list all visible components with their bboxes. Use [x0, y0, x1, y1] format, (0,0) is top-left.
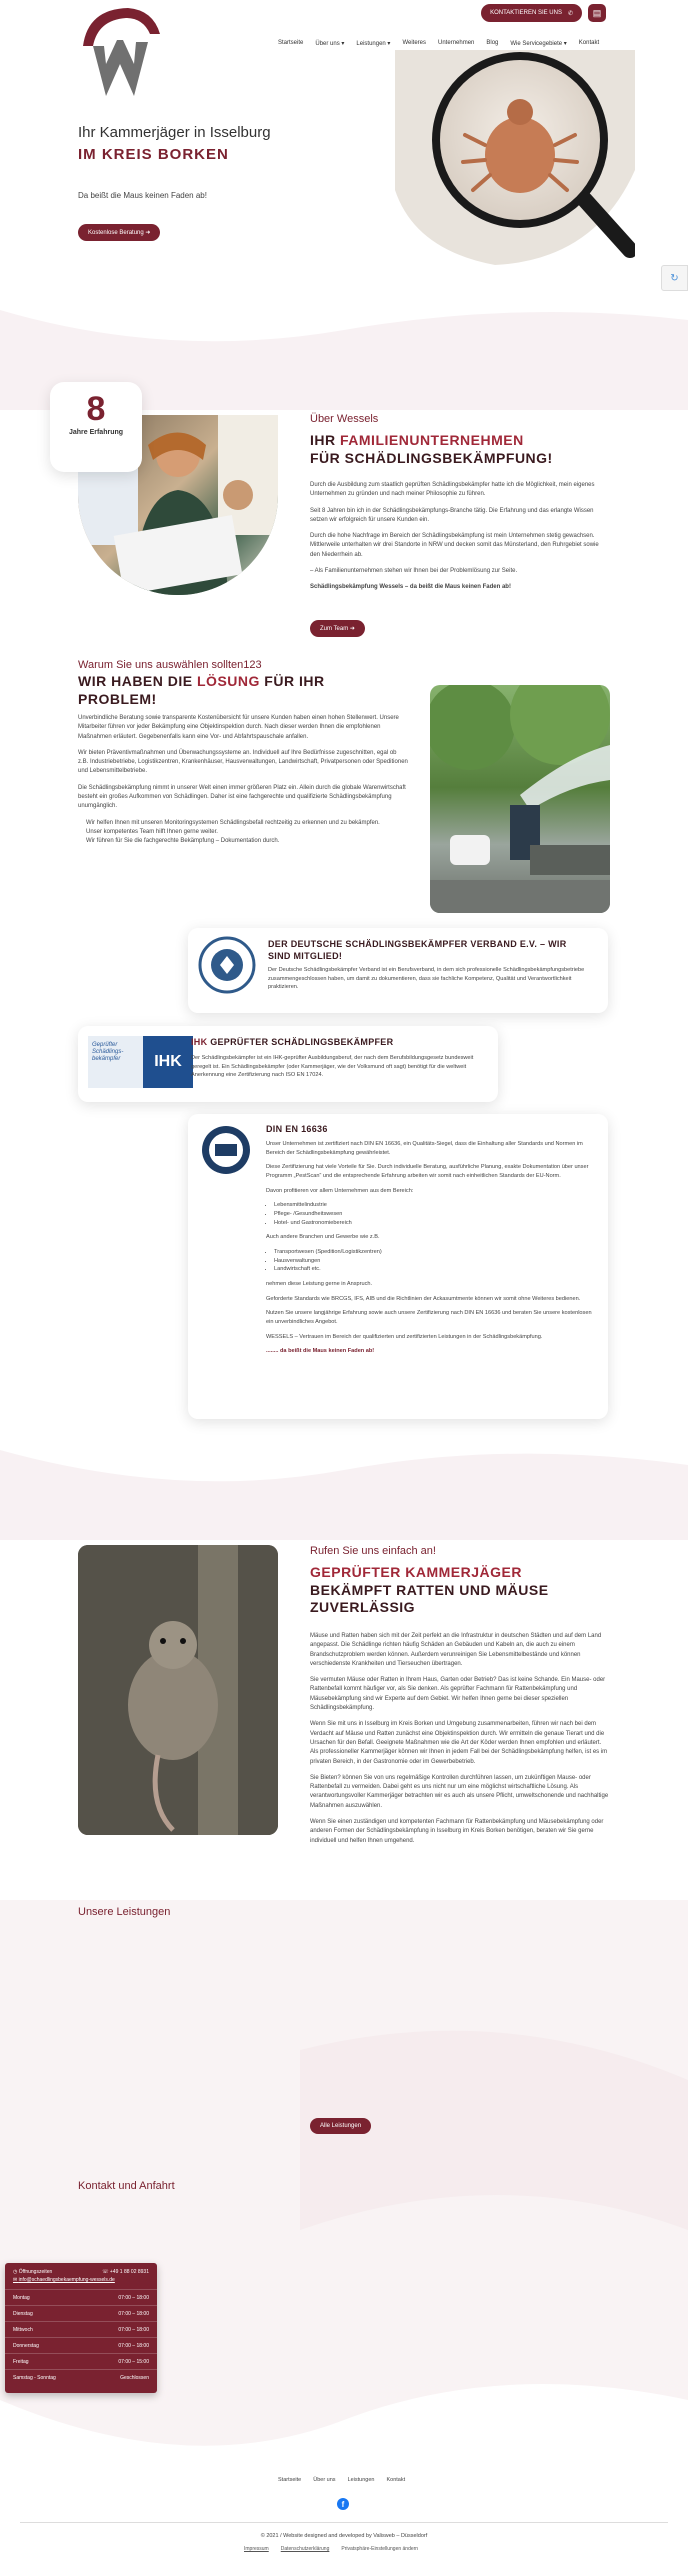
- dsv-text: Der Deutsche Schädlingsbekämpfer Verband ist ein Berufsverband, in dem sich professionelle Schädlingsbekämpfungsbetriebe zusammengeschlossen haben, um damit zu dokumentieren, dass sie fachliche Kompetenz, Qualität und Verantwortlichkeit praktizieren.: [268, 967, 585, 991]
- ihk-card: [78, 1026, 498, 1102]
- hours-time: Geschlossen: [120, 2374, 149, 2381]
- about-eyebrow: Über Wessels: [310, 413, 379, 425]
- din-paragraph: Auch andere Branchen und Gewerbe wie z.B.: [266, 1234, 380, 1241]
- legal-link-datenschutz[interactable]: Datenschutzerklärung: [280, 2546, 330, 2552]
- din-list: [266, 1201, 596, 1227]
- why-title: [78, 673, 378, 708]
- ihk-logo-text: Geprüfter Schädlings-bekämpfer: [88, 1036, 143, 1088]
- contact-label: KONTAKTIEREN SIE UNS: [490, 10, 562, 16]
- legal-links: [244, 2546, 418, 2552]
- hero-subtitle: Ihr Kammerjäger in Isselburg: [78, 124, 271, 141]
- rats-paragraph: Sie vermuten Mäuse oder Ratten in Ihrem Haus, Garten oder Betrieb? Das ist keine Schande. Ein Mause- oder Rattenbefall kommt häufiger vor, als Sie denken. Als geprüfter Fachmann für Rattenbekämpfung und Mäusebekämpfung sind wir Experte auf dem Gebiet. Wir helfen Ihnen gerne bei dieser speziellen Schädlingsbekämpfung.: [310, 1677, 606, 1712]
- hours-day: Montag: [13, 2294, 30, 2301]
- company-logo[interactable]: [78, 4, 163, 99]
- calendar-icon[interactable]: ▤: [588, 4, 606, 22]
- about-paragraph: Durch die Ausbildung zum staatlich geprüften Schädlingsbekämpfer hatte ich die Möglichkeit, mein eigenes Unternehmen zu gründen und nach meiner Philosophie zu führen.: [310, 482, 595, 498]
- din-paragraph: Davon profitieren vor allem Unternehmen aus dem Bereich:: [266, 1187, 414, 1194]
- din-paragraph: Nutzen Sie unsere langjährige Erfahrung sowie auch unsere Zertifizierung nach DIN EN 16636 und beraten Sie unsere kostenlosen ein unverbindliches Angebot.: [266, 1310, 592, 1325]
- rats-paragraph: Sie Bieten? können Sie von uns regelmäßige Kontrollen durchführen lassen, um zukünftigen Mause- oder Rattenbefall zu vermeiden. Dabei geht es uns nicht nur um eine möglichst wirtschaftliche Lösung. Als verantwortungsvoller Kammerjäger betrachten wir es auch als unsere Pflicht, umweltschonende und nachhaltige Maßnahmen auszuwählen.: [310, 1774, 609, 1809]
- hours-day: Mittwoch: [13, 2326, 33, 2333]
- din-certification-card: [188, 1114, 608, 1419]
- team-button[interactable]: Zum Team ➜: [310, 620, 365, 637]
- experience-badge: [50, 382, 142, 472]
- hours-row: [5, 2305, 157, 2321]
- hours-label: ◷ Öffnungszeiten: [13, 2269, 53, 2275]
- list-item: Unser kompetentes Team hilft Ihnen gerne weiter.: [86, 828, 218, 835]
- list-item: Wir führen für Sie die fachgerechte Bekämpfung – Dokumentation durch.: [86, 838, 280, 845]
- din-slogan: ........ da beißt die Maus keinen Faden ab!: [266, 1348, 375, 1355]
- din-paragraph: Geforderte Standards wie BRCGS, IFS, AIB und die Richtlinien der Ackasumtmente können wir somit ohne Weiteres bedienen.: [266, 1295, 581, 1302]
- nav-unternehmen[interactable]: Unternehmen: [438, 40, 475, 46]
- opening-hours-panel: [5, 2263, 157, 2393]
- nav-leistungen[interactable]: Leistungen ▾: [356, 41, 391, 47]
- ihk-title-pre: IHK: [191, 1037, 211, 1047]
- list-item: • Hotel- und Gastronomiebereich: [274, 1219, 596, 1228]
- hours-time: 07:00 – 18:00: [118, 2326, 149, 2333]
- list-item: • Transportwesen (Spedition/Logistikzentren): [274, 1248, 596, 1257]
- hours-time: 07:00 – 18:00: [118, 2342, 149, 2349]
- contact-title: Kontakt und Anfahrt: [78, 2180, 175, 2192]
- ihk-text: Der Schädlingsbekämpfer ist ein IHK-geprüfter Ausbildungsberuf, der nach dem Berufsbildungsgesetz bundesweit geregelt ist. Ein Schädlingsbekämpfer (oder Kammerjäger, wie der Volksmund oft sagt) benötigt für die weltweit Anerkennung eine Zertifizierung nach ISO EN 17024.: [191, 1055, 474, 1079]
- hours-time: 07:00 – 18:00: [118, 2294, 149, 2301]
- rats-paragraph: Wenn Sie mit uns in Isselburg im Kreis Borken und Umgebung zusammenarbeiten, führen wir nach bei dem Verdacht auf Mäuse und Ratten zunächst eine Objektinspektion durch. Wir ermitteln die genaue Tierart und die Ursachen für den Befall. Geeignete Maßnahmen wie die Art der Köder werden Ihnen empfohlen und erläutert. Als professioneller Kammerjäger können wir Ihnen in jedem Fall bei der Schädlingsbekämpfung helfen, ist es im privaten Bereich, in der Gastronomie oder im Gewerbebetrieb.: [310, 1721, 608, 1765]
- rats-paragraph: Mäuse und Ratten haben sich mit der Zeit perfekt an die Infrastruktur in deutschen Städten und auf dem Land angepasst. Die Schädlinge richten häufig Schäden an Gebäuden und Kabeln an, die auch zu einem Brandschutzproblem werden können. Außerdem verunreinigen Sie Lebensmittelbestände und können verschiedenste Krankheiten und Tierseuchen übertragen.: [310, 1633, 602, 1667]
- footer-divider: [20, 2522, 668, 2523]
- nav-servicegebiete[interactable]: Wie Servicegebiete ▾: [510, 41, 567, 47]
- recaptcha-badge-icon[interactable]: ↻: [661, 265, 688, 291]
- hours-row: [5, 2353, 157, 2369]
- footer-link-kontakt[interactable]: Kontakt: [386, 2477, 406, 2483]
- copyright: © 2021 / Website designed and developed by Valisweb – Düsseldorf: [260, 2533, 428, 2539]
- rats-title: [310, 1564, 610, 1617]
- hero-magnifier-image: [395, 50, 635, 265]
- hours-time: 07:00 – 15:00: [118, 2358, 149, 2365]
- hours-label-text: Öffnungszeiten: [18, 2269, 53, 2275]
- rats-paragraph: Wenn Sie einen zuständigen und kompetenten Fachmann für Rattenbekämpfung und Mäusebekämpfung oder anderen Formen der Schädlingsbekämpfung in Isselburg im Kreis Borken benötigen, beraten wir Sie gerne individuell und helfen Ihnen umgehend.: [310, 1819, 604, 1844]
- din-list: [266, 1248, 596, 1274]
- main-navigation: [278, 40, 599, 47]
- hours-row: [5, 2289, 157, 2305]
- list-item: Wir helfen Ihnen mit unseren Monitoringsystemen Schädlingsbefall rechtzeitig zu erkennen und zu bekämpfen.: [86, 819, 380, 826]
- experience-years: 8: [86, 390, 106, 428]
- hours-day: Samstag - Sonntag: [13, 2374, 56, 2381]
- hours-day: Donnerstag: [13, 2342, 39, 2349]
- hours-email[interactable]: ✉ info@schaedlingsbekaempfung-wessels.de: [13, 2277, 115, 2283]
- nav-kontakt[interactable]: Kontakt: [578, 40, 600, 46]
- about-text: [310, 481, 610, 600]
- rat-photo-illustration: [78, 1545, 278, 1835]
- nav-blog[interactable]: Blog: [486, 40, 499, 46]
- about-title-pre: IHR: [310, 432, 340, 448]
- hours-time: 07:00 – 18:00: [118, 2310, 149, 2317]
- about-paragraph: Durch die hohe Nachfrage im Bereich der Schädlingsbekämpfung ist mein Unternehmen stetig gewachsen. Mittlerweile unterhalten wir drei Standorte in NRW und decken somit das Münsterland, den Ruhrgebiet sowie den Niederrhein ab.: [310, 533, 599, 558]
- din-paragraph: Unser Unternehmen ist zertifiziert nach DIN EN 16636, ein Qualitäts-Siegel, dass die Einhaltung aller Standards und Normen im Bereich der Schädlingsbekämpfung gewährleistet.: [266, 1141, 583, 1156]
- ihk-logo-mark: IHK: [143, 1036, 193, 1088]
- services-title: Unsere Leistungen: [78, 1906, 171, 1918]
- hours-header: [5, 2263, 157, 2277]
- footer-link-leistungen[interactable]: Leistungen: [347, 2477, 375, 2483]
- din-title: DIN EN 16636: [266, 1124, 328, 1134]
- list-item: • Pflege- /Gesundheitswesen: [274, 1210, 596, 1219]
- rats-title-rest: BEKÄMPFT RATTEN UND MÄUSE ZUVERLÄSSIG: [310, 1581, 549, 1615]
- hours-day: Freitag: [13, 2358, 29, 2365]
- list-item: • Lebensmittelindustrie: [274, 1201, 596, 1210]
- hours-row: [5, 2369, 157, 2385]
- list-item: • Hausverwaltungen: [274, 1257, 596, 1266]
- dsv-title: DER DEUTSCHE SCHÄDLINGSBEKÄMPFER VERBAND E.V. – WIR SIND MITGLIED!: [268, 939, 567, 961]
- hours-row: [5, 2321, 157, 2337]
- facebook-icon[interactable]: f: [337, 2498, 349, 2510]
- why-title-post: FÜR IHR PROBLEM!: [78, 673, 325, 707]
- why-title-highlight: LÖSUNG: [197, 673, 260, 689]
- rats-text: [310, 1632, 610, 1853]
- legal-link-privacy-settings[interactable]: Privatsphäre-Einstellungen ändern: [341, 2546, 419, 2552]
- fogging-photo-illustration: [430, 685, 610, 913]
- about-paragraph: – Als Familienunternehmen stehen wir Ihnen bei der Problemlösung zur Seite.: [310, 568, 518, 575]
- din-paragraph: Diese Zertifizierung hat viele Vorteile für Sie. Durch individuelle Beratung, ausführliche Planung, exakte Dokumentation über unser Programm „PestScan“ und die entsprechende Erfahrung arbeiten wir somit nach einheitlichen Standards der EU-Norm.: [266, 1164, 589, 1179]
- footer-link-ueber-uns[interactable]: Über uns: [313, 2477, 336, 2483]
- ihk-title-rest: GEPRÜFTER SCHÄDLINGSBEKÄMPFER: [210, 1037, 394, 1047]
- ihk-title: [191, 1037, 491, 1049]
- about-slogan: Schädlingsbekämpfung Wessels – da beißt die Maus keinen Faden ab!: [310, 584, 511, 591]
- fogging-photo: [430, 685, 610, 913]
- experience-label: Jahre Erfahrung: [68, 429, 124, 436]
- all-services-button[interactable]: Alle Leistungen: [310, 2118, 371, 2134]
- why-eyebrow: Warum Sie uns auswählen sollten123: [78, 659, 262, 671]
- dsv-membership-card: [188, 928, 608, 1013]
- nav-startseite[interactable]: Startseite: [278, 40, 304, 46]
- hours-row: [5, 2337, 157, 2353]
- legal-link-impressum[interactable]: Impressum: [244, 2546, 269, 2552]
- footer-link-startseite[interactable]: Startseite: [278, 2477, 302, 2483]
- ihk-logo: [88, 1036, 193, 1088]
- rats-title-highlight: GEPRÜFTER KAMMERJÄGER: [310, 1564, 522, 1580]
- hero-tagline: Da beißt die Maus keinen Faden ab!: [78, 191, 207, 200]
- why-bullet-list: [78, 819, 408, 847]
- about-paragraph: Seit 8 Jahren bin ich in der Schädlingsbekämpfungs-Branche tätig. Die Erfahrung und das erlangte Wissen setzen wir erfolgreich für unsere Kunden ein.: [310, 507, 594, 523]
- free-consultation-button[interactable]: Kostenlose Beratung ➜: [78, 224, 160, 241]
- din-certification-icon: [200, 1124, 252, 1176]
- rats-eyebrow: Rufen Sie uns einfach an!: [310, 1545, 436, 1557]
- why-text: [78, 714, 408, 847]
- hours-day: Dienstag: [13, 2310, 33, 2317]
- nav-weiteres[interactable]: Weiteres: [402, 40, 427, 46]
- din-paragraph: nehmen diese Leistung gerne in Anspruch.: [266, 1280, 373, 1287]
- nav-ueber-uns[interactable]: Über uns ▾: [315, 41, 345, 47]
- hours-phone[interactable]: ☏ +49 1 88 02 8931: [102, 2269, 149, 2275]
- hero-title: IM KREIS BORKEN: [78, 146, 229, 163]
- contact-button[interactable]: [481, 4, 582, 22]
- about-title: [310, 432, 640, 467]
- hours-email-text[interactable]: info@schaedlingsbekaempfung-wessels.de: [18, 2277, 115, 2283]
- top-contact-bar: [481, 4, 606, 22]
- background-wave: [0, 1430, 688, 1540]
- din-paragraph: WESSELS – Vertrauen im Bereich der qualifizierten und zertifizierten Leistungen in der Schädlingsbekämpfung.: [266, 1333, 543, 1340]
- about-title-highlight: FAMILIENUNTERNEHMEN: [340, 432, 524, 448]
- why-paragraph: Unverbindliche Beratung sowie transparente Kostenübersicht für unsere Kunden haben einen hohen Stellenwert. Unsere Mitarbeiter führen vor jeder Bekämpfung eine Objektinspektion durch. Nach dieser werden Ihnen die empfohlenen Maßnahmen erläutert. Gegebenenfalls kann eine Vor- und Abfahrtspauschale anfallen.: [78, 715, 399, 740]
- why-title-pre: WIR HABEN DIE: [78, 673, 197, 689]
- why-paragraph: Die Schädlingsbekämpfung nimmt in unserer Welt einen immer größeren Platz ein. Allein durch die globale Warenwirtschaft besteht ein großes Aufkommen von Schädlingen. Daher ist eine fachgerechte und qualifizierte Schädlingsbekämpfung unumgänglich.: [78, 784, 406, 810]
- about-title-post: FÜR SCHÄDLINGSBEKÄMPFUNG!: [310, 449, 553, 466]
- rat-photo: [78, 1545, 278, 1835]
- phone-icon: ✆: [567, 10, 573, 17]
- dsv-seal-icon: [198, 936, 256, 994]
- footer-navigation: [278, 2477, 405, 2483]
- why-paragraph: Wir bieten Präventivmaßnahmen und Überwachungssysteme an. Individuell auf Ihre Bedürfnisse zugeschnitten, egal ob z.B. Industriebetriebe, Logistikzentren, Krankenhäuser, Hausverwaltungen, Landwirtschaft, Privatpersonen oder Speditionen und Lebensmittelbetriebe.: [78, 749, 408, 775]
- list-item: • Landwirtschaft etc.: [274, 1265, 596, 1274]
- din-text: [266, 1140, 596, 1362]
